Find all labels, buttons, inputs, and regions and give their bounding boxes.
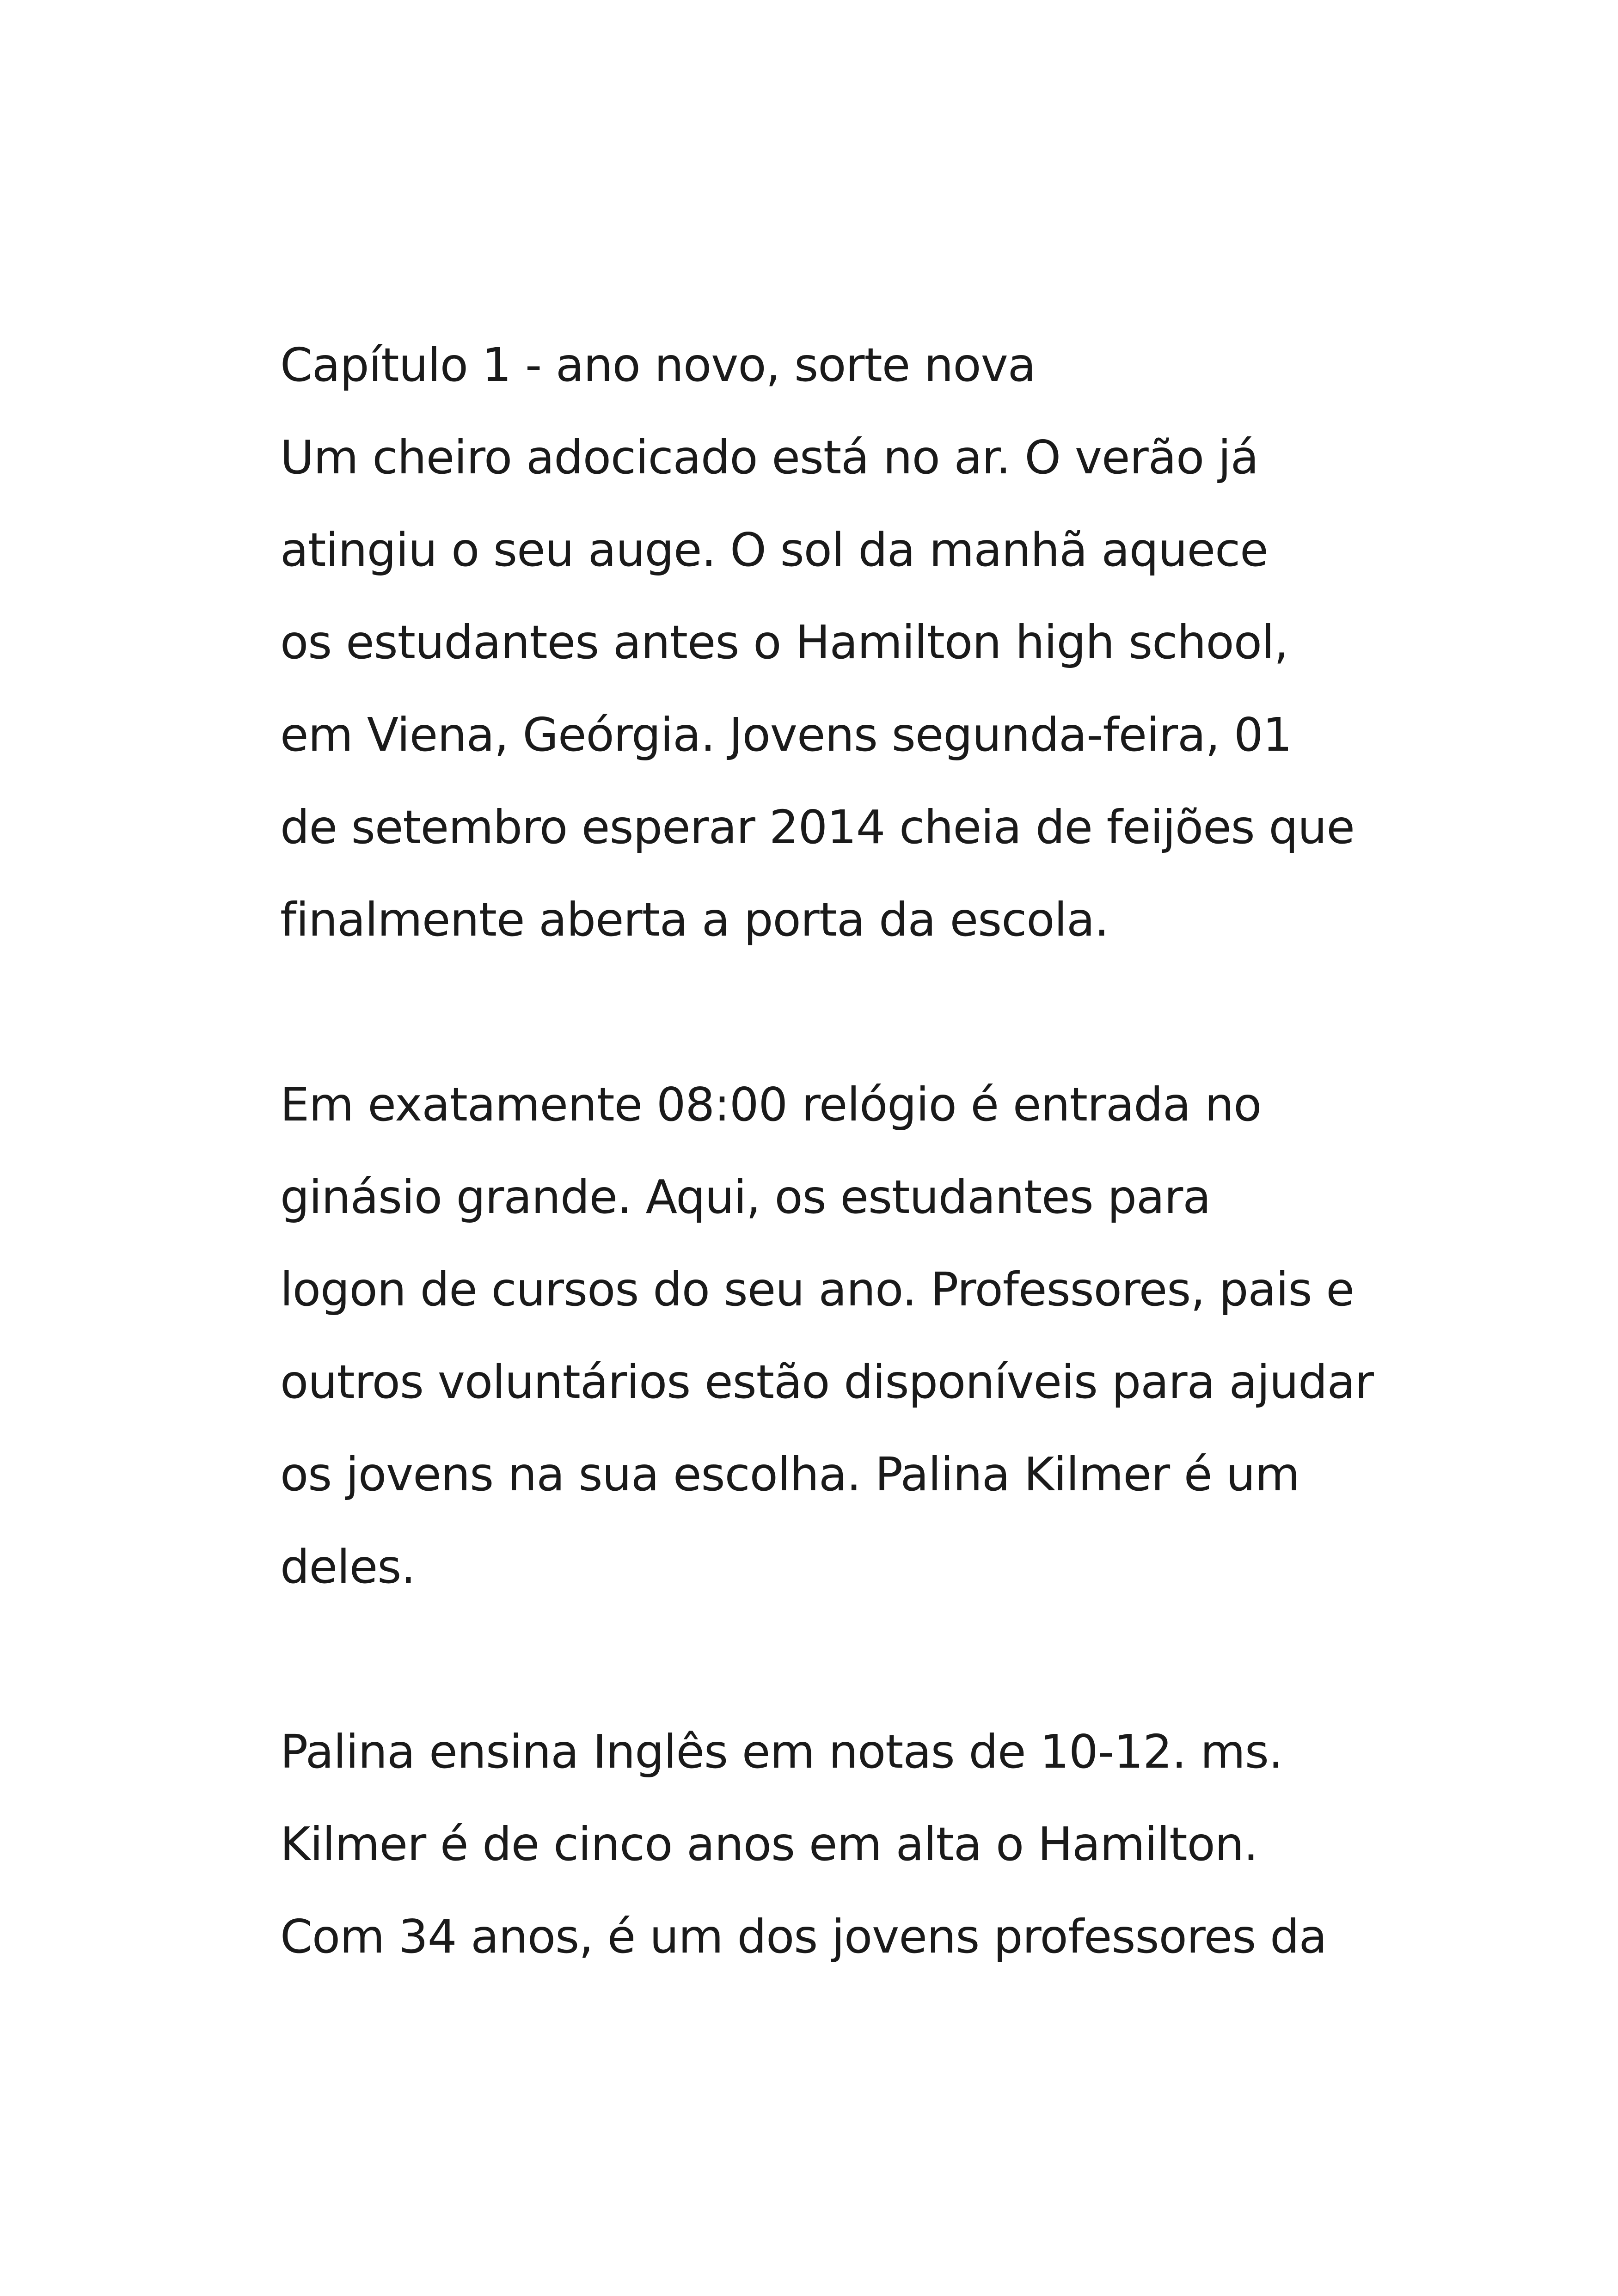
paragraph-line: finalmente aberta a porta da escola. bbox=[280, 893, 1109, 947]
paragraph-line: de setembro esperar 2014 cheia de feijões que bbox=[280, 800, 1354, 854]
paragraph-spacer bbox=[280, 1613, 1390, 1706]
paragraph-3 bbox=[280, 1706, 1390, 1983]
paragraph-line: ginásio grande. Aqui, os estudantes para bbox=[280, 1170, 1211, 1224]
paragraph-line: os estudantes antes o Hamilton high school, bbox=[280, 615, 1288, 669]
paragraph-spacer bbox=[280, 966, 1390, 1059]
paragraph-line: Com 34 anos, é um dos jovens professores da bbox=[280, 1910, 1327, 1964]
paragraph-2 bbox=[280, 1059, 1390, 1613]
paragraph-line: Palina ensina Inglês em notas de 10-12. ms. bbox=[280, 1725, 1283, 1779]
paragraph-line: deles. bbox=[280, 1540, 416, 1594]
paragraph-line: os jovens na sua escolha. Palina Kilmer é um bbox=[280, 1447, 1299, 1501]
paragraph-line: Kilmer é de cinco anos em alta o Hamilton. bbox=[280, 1817, 1258, 1871]
chapter-title: Capítulo 1 - ano novo, sorte nova bbox=[280, 338, 1036, 392]
paragraph-line: em Viena, Geórgia. Jovens segunda-feira, 01 bbox=[280, 708, 1292, 762]
paragraph-1 bbox=[280, 411, 1390, 966]
paragraph-line: outros voluntários estão disponíveis para ajudar bbox=[280, 1355, 1373, 1409]
paragraph-line: logon de cursos do seu ano. Professores, pais e bbox=[280, 1262, 1354, 1316]
paragraph-line: Um cheiro adocicado está no ar. O verão já bbox=[280, 430, 1259, 484]
paragraph-line: atingiu o seu auge. O sol da manhã aquece bbox=[280, 523, 1268, 577]
document-body bbox=[280, 319, 1390, 1983]
paragraph-line: Em exatamente 08:00 relógio é entrada no bbox=[280, 1078, 1262, 1132]
